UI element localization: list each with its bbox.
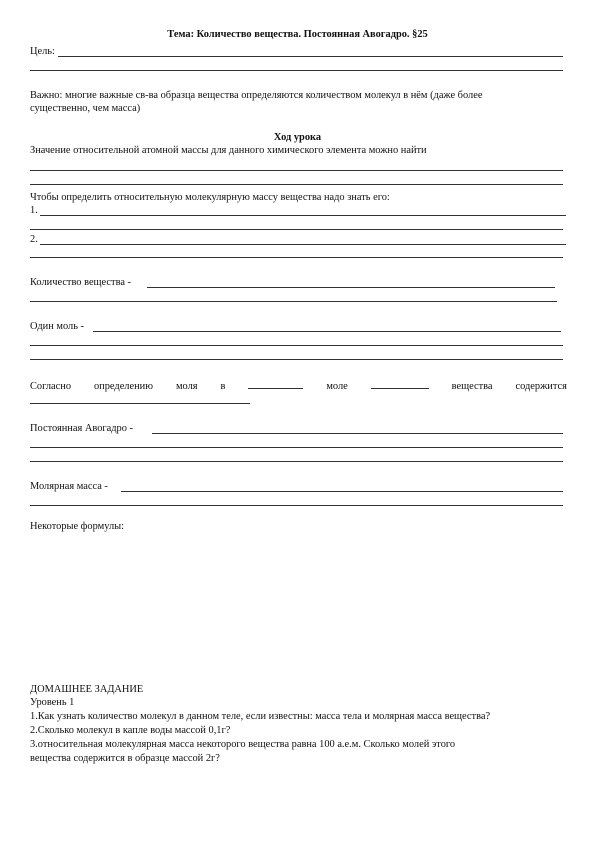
goal-line-1[interactable] xyxy=(58,56,563,57)
list-item-2-line-2[interactable] xyxy=(30,257,563,258)
molar-mass-label: Молярная масса - xyxy=(30,481,108,492)
homework-question-3-line-1: 3.относительная молекулярная масса некоторого вещества равна 100 а.е.м. Сколько молей этого xyxy=(30,739,456,750)
homework-question-3-line-2: вещества содержится в образце массой 2г? xyxy=(30,753,220,764)
amount-of-substance-label: Количество вещества - xyxy=(30,277,132,288)
avogadro-line-2[interactable] xyxy=(30,447,563,448)
definition-continuation-line[interactable] xyxy=(30,403,250,404)
definition-word-7: содержится xyxy=(515,381,567,392)
mole-definition-sentence xyxy=(30,378,567,393)
formulas-label: Некоторые формулы: xyxy=(30,521,125,532)
important-note-line-2: существенно, чем масса) xyxy=(30,103,141,114)
one-mole-line-2[interactable] xyxy=(30,345,563,346)
one-mole-line-1[interactable] xyxy=(93,331,561,332)
definition-blank-2[interactable] xyxy=(371,378,429,389)
one-mole-label: Один моль - xyxy=(30,321,84,332)
page-title: Тема: Количество вещества. Постоянная Авогадро. §25 xyxy=(167,29,428,40)
definition-word-3: моля xyxy=(175,381,198,392)
goal-label: Цель: xyxy=(30,46,55,57)
one-mole-line-3[interactable] xyxy=(30,359,563,360)
amount-of-substance-line-1[interactable] xyxy=(147,287,555,288)
list-item-2-label: 2. xyxy=(30,234,38,245)
definition-word-5: моле xyxy=(326,381,348,392)
important-note-line-1: Важно: многие важные св-ва образца вещества определяются количеством молекул в нём (даже более xyxy=(30,90,483,101)
list-item-2-line[interactable] xyxy=(40,244,566,245)
atomic-mass-line-1[interactable] xyxy=(30,170,563,171)
lesson-heading: Ход урока xyxy=(273,132,322,143)
molecular-mass-text: Чтобы определить относительную молекулярную массу вещества надо знать его: xyxy=(30,192,390,203)
homework-title: ДОМАШНЕЕ ЗАДАНИЕ xyxy=(30,684,144,695)
homework-question-2: 2.Сколько молекул в капле воды массой 0,1г? xyxy=(30,725,231,736)
amount-of-substance-line-2[interactable] xyxy=(30,301,557,302)
avogadro-line-1[interactable] xyxy=(152,433,563,434)
definition-word-1: Согласно xyxy=(30,381,72,392)
avogadro-constant-label: Постоянная Авогадро - xyxy=(30,423,134,434)
definition-word-4: в xyxy=(220,381,226,392)
molar-mass-line-1[interactable] xyxy=(121,491,563,492)
atomic-mass-line-2[interactable] xyxy=(30,184,563,185)
list-item-1-label: 1. xyxy=(30,205,38,216)
definition-word-6: вещества xyxy=(451,381,493,392)
definition-blank-1[interactable] xyxy=(248,378,303,389)
goal-line-2[interactable] xyxy=(30,70,563,71)
definition-word-2: определению xyxy=(93,381,153,392)
list-item-1-line-2[interactable] xyxy=(30,229,563,230)
list-item-1-line[interactable] xyxy=(40,215,566,216)
homework-question-1: 1.Как узнать количество молекул в данном теле, если известны: масса тела и молярная масса вещества? xyxy=(30,711,491,722)
atomic-mass-text: Значение относительной атомной массы для данного химического элемента можно найти xyxy=(30,145,427,156)
avogadro-line-3[interactable] xyxy=(30,461,563,462)
molar-mass-line-2[interactable] xyxy=(30,505,563,506)
homework-level: Уровень 1 xyxy=(30,697,75,708)
